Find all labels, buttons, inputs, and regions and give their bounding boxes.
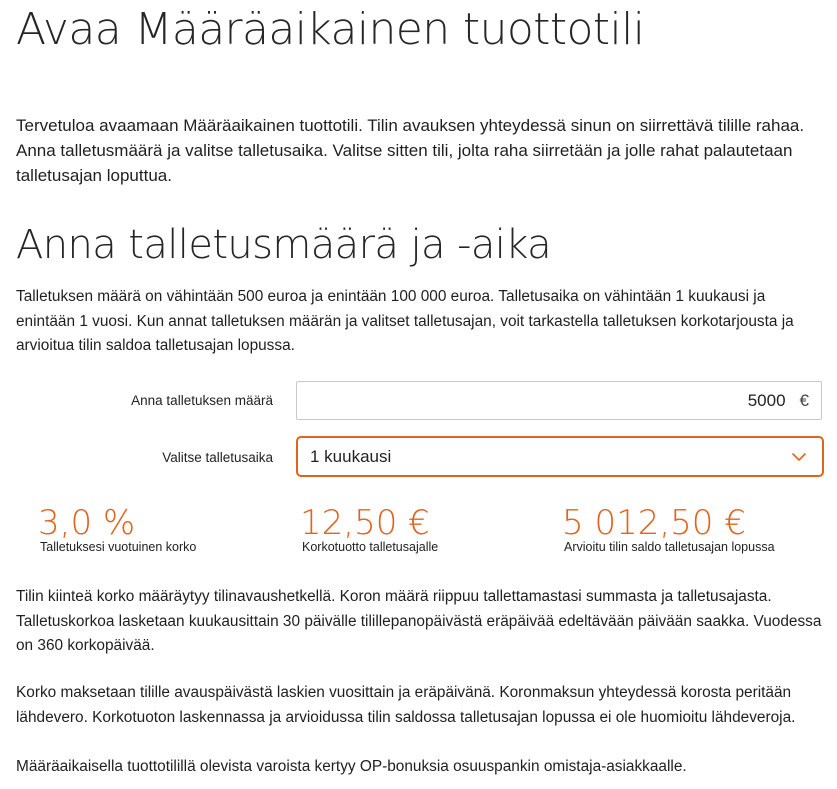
section-description: Talletuksen määrä on vähintään 500 euroa ja enintään 100 000 euroa. Talletusaika on vähintään 1 kuukausi ja enintään 1 vuosi. Kun annat talletuksen määrän ja valitset talletusajan, voit tarkastella talletuksen korkotarjousta ja arvioitua tilin saldoa talletusajan lopussa.	[16, 288, 794, 354]
amount-label: Anna talletuksen määrä	[131, 393, 273, 408]
estimated-balance-stat	[562, 503, 775, 555]
amount-input[interactable]	[296, 381, 822, 420]
info-paragraph-payment: Korko maksetaan tilille avauspäivästä laskien vuosittain ja eräpäivänä. Koronmaksun yhteydessä korosta peritään lähdevero. Korkotuoton laskennassa ja arvioidussa tilin saldossa talletusajan lopussa ei ole huomioitu lähdeveroja.	[16, 684, 796, 726]
estimated-balance-label: Arvioitu tilin saldo talletusajan lopussa	[564, 540, 775, 554]
interest-rate-value: 3,0 %	[38, 503, 136, 543]
section-title: Anna talletusmäärä ja -aika	[16, 222, 552, 268]
page-title: Avaa Määräaikainen tuottotili	[16, 4, 645, 55]
chevron-down-icon[interactable]	[792, 450, 806, 464]
intro-text: Tervetuloa avaamaan Määräaikainen tuottotili. Tilin avauksen yhteydessä sinun on siirrettävä tilille rahaa. Anna talletusmäärä ja valitse talletusaika. Valitse sitten tili, jolta raha siirretään ja jolle rahat palautetaan talletusajan loputtua.	[16, 116, 805, 185]
period-value: 1 kuukausi	[310, 446, 392, 466]
info-paragraph-interest: Tilin kiinteä korko määräytyy tilinavaushetkellä. Koron määrä riippuu tallettamastasi summasta ja talletusajasta. Talletuskorkoa lasketaan kuukausittain 30 päivälle tilillepanopäivästä eräpäivää edeltävään päivään saakka. Vuodessa on 360 korkopäivää.	[16, 588, 822, 654]
period-label: Valitse talletusaika	[162, 450, 273, 465]
amount-value: 5000	[747, 390, 786, 410]
currency-unit: €	[799, 390, 809, 410]
period-select[interactable]	[296, 436, 824, 477]
interest-income-stat	[300, 503, 438, 555]
info-paragraph-bonus: Määräaikaisella tuottotilillä olevista varoista kertyy OP-bonuksia osuuspankin omistaja-asiakkaalle.	[16, 758, 687, 775]
interest-income-value: 12,50 €	[300, 503, 430, 543]
interest-rate-label: Talletuksesi vuotuinen korko	[40, 540, 197, 554]
interest-income-label: Korkotuotto talletusajalle	[302, 540, 439, 554]
estimated-balance-value: 5 012,50 €	[562, 503, 746, 543]
interest-rate-stat	[38, 503, 196, 555]
